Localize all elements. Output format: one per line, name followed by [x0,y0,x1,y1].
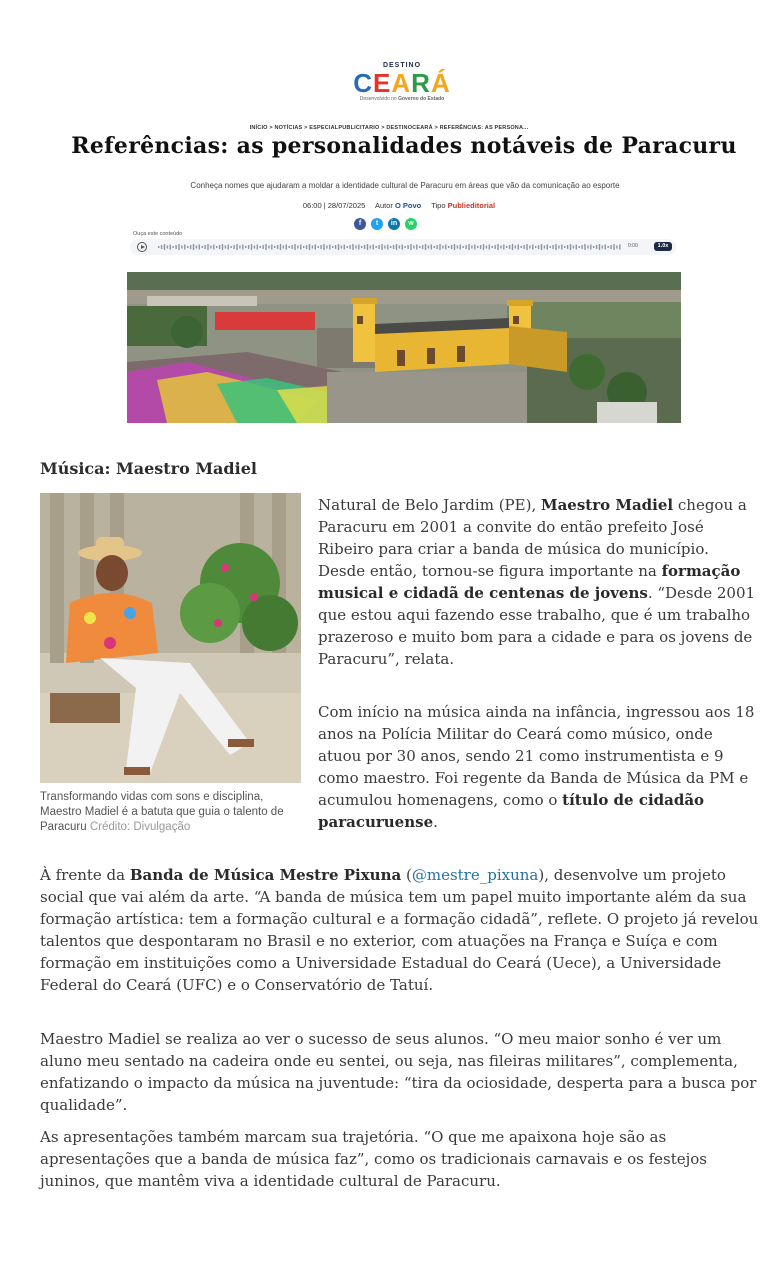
logo-letter: A [391,68,412,98]
logo-letter: Á [430,68,451,98]
type-value: Publieditorial [447,201,496,210]
text-run: As apresentações também marcam sua trajetória. “O que me apaixona hoje são as apresentações que a banda de música faz”, como os tradicionais carnavais e os festejos juninos, que mantêm viva a identidade cultural de Paracuru. [40,1128,707,1190]
paragraph-5 [40,1126,760,1192]
article-datetime: 06:00 | 28/07/2025 [302,201,366,210]
bold-text: Banda de Música Mestre Pixuna [129,866,402,884]
bold-text: Maestro Madiel [540,496,674,514]
text-run: . “Desde 2001 que estou aqui fazendo esse trabalho, que é um trabalho prazeroso e muito bom para a cidade e para os jovens de Paracuru”, relata. [318,584,756,668]
logo-letter: E [373,68,392,98]
breadcrumb[interactable]: INÍCIO > NOTÍCIAS > ESPECIALPUBLICITARIO > DESTINOCEARÁ > REFERÊNCIAS: AS PERSONA... [249,125,529,131]
audio-player [130,239,676,255]
whatsapp-icon[interactable]: w [405,218,417,230]
article-meta [0,201,778,210]
text-run: Maestro Madiel se realiza ao ver o sucesso de seus alunos. “O meu maior sonho é ver um aluno meu sentado na cadeira onde eu sentei, ou seja, nas fileiras militares”, complementa, enfatizando o impacto da música na juventude: “tira da ociosidade, desperta para a busca por qualidade”. [40,1030,757,1114]
bold-text: título de cidadão paracuruense [318,791,705,831]
linkedin-icon[interactable]: in [388,218,400,230]
author-link[interactable]: O Povo [394,201,422,210]
author-label: Autor [374,201,393,210]
paragraph-2 [318,701,758,833]
audio-player-label: Ouça este conteúdo [133,231,183,237]
facebook-icon[interactable]: f [354,218,366,230]
type-label: Tipo [431,201,446,210]
logo-top-text: DESTINO [382,62,422,69]
text-run: Natural de Belo Jardim (PE), [318,496,541,514]
play-icon[interactable] [137,242,147,252]
destino-ceara-logo[interactable] [316,62,488,102]
paragraph-3 [40,864,760,996]
logo-subtitle [316,96,488,102]
text-run: ( [401,866,412,884]
logo-letter: C [353,68,374,98]
share-bar [354,218,422,230]
playback-speed-button[interactable]: 1.0x [654,242,672,251]
logo-wordmark [316,70,488,96]
text-run: ), desenvolve um projeto social que vai além da arte. “A banda de música tem um papel muito importante além da sua formação artística: tem a formação cultural e a formação cidadã”, reflete. O projeto já revelou talentos que despontaram no Brasil e no exterior, com atuações na França e Suíça e com formação em instituições como a Universidade Estadual do Ceará (Uece), a Universidade Federal do Ceará (UFC) e o Conservatório de Tatuí. [40,866,759,994]
logo-subtitle-a: Desenvolvido no [359,96,397,102]
photo-caption [40,790,302,835]
paragraph-4 [40,1028,760,1116]
audio-time: 0:00 [628,243,638,249]
instagram-handle-link[interactable]: @mestre_pixuna [411,866,539,884]
text-run: À frente da [40,866,130,884]
page-title: Referências: as personalidades notáveis de Paracuru [71,133,737,159]
text-run: . [433,813,438,831]
text-run: Com início na música ainda na infância, ingressou aos 18 anos na Polícia Militar do Ceará como músico, onde atuou por 30 anos, sendo 21 como instrumentista e 9 como maestro. Foi regente da Banda de Música da PM e acumulou homenagens, como o [318,703,755,809]
caption-credit: Crédito: Divulgação [89,821,191,833]
article-subtitle: Conheça nomes que ajudaram a moldar a identidade cultural de Paracuru em áreas que vão da comunicação ao esporte [190,181,620,190]
section-heading: Música: Maestro Madiel [40,459,257,478]
bold-text: formação musical e cidadã de centenas de jovens [318,562,741,602]
twitter-icon[interactable]: t [371,218,383,230]
hero-aerial-image [127,272,681,423]
maestro-madiel-photo [40,493,301,783]
caption-text: Transformando vidas com sons e disciplina, Maestro Madiel é a batuta que guia o talento de Paracuru [40,791,284,833]
paragraph-1 [318,494,758,670]
text-run: chegou a Paracuru em 2001 a convite do então prefeito José Ribeiro para criar a banda de música do município. Desde então, tornou-se figura importante na [318,496,747,580]
logo-letter: R [411,68,431,98]
logo-subtitle-b: Governo do Estado [398,96,445,102]
